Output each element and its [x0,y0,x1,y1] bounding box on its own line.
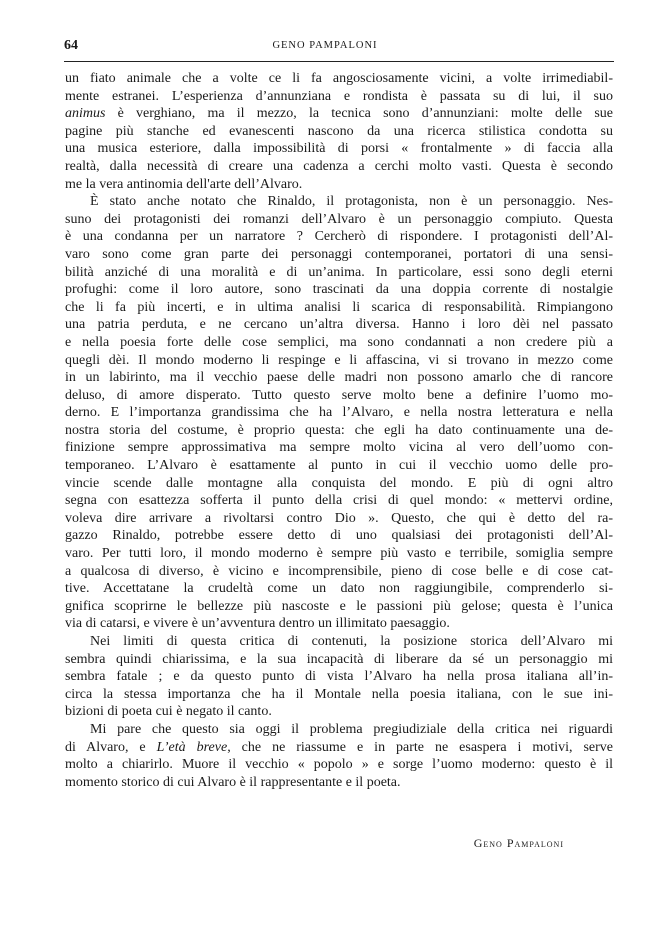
text-span: pagine più stanche ed evanescenti nascono da una ricerca stilistica condotta su [65,123,613,139]
text-span: gnifica scoprirne le bellezze più nascoste e le passioni più gelose; questa è l’unica [65,598,613,614]
text-line [65,228,613,246]
text-line [65,176,613,194]
text-span: molto a chiarirlo. Muore il vecchio « popolo » e sorge l’uomo moderno: questo è il [65,757,613,773]
text-line [65,211,613,229]
italic-title: animus [65,106,106,122]
text-line [65,756,613,774]
text-span: quegli dèi. Il mondo moderno li respinge e li affascina, vi si trovano in mezzo come [65,352,613,368]
text-span: realtà, dalla necessità di creare una cadenza a cerchi molto vasti. Questa è secondo [65,158,613,174]
text-span: momento storico di cui Alvaro è il rappresentante e il poeta. [65,774,401,790]
text-line [65,123,613,141]
text-span: Mi pare che questo sia oggi il problema pregiudiziale della critica nei riguardi [90,721,613,737]
text-line [65,404,613,422]
text-span: in un labirinto, ma il vecchio paese delle madri non possono amarlo che di rancore [65,370,613,386]
text-line [65,352,613,370]
text-span: bizioni di poeta cui è negato il canto. [65,704,272,720]
text-span: è una condanna per un narratore ? Cercherò di rispondere. I protagonisti dell’Al- [65,229,613,245]
text-span: vincie scende dalle montagne alla conquista del mondo. E più di ogni altro [65,475,613,491]
text-line [65,739,613,757]
text-span: È stato anche notato che Rinaldo, il protagonista, non è un personaggio. Nes- [90,194,613,210]
text-line [65,299,613,317]
text-span: voleva dire arrivare a rivoltarsi contro Dio ». Questo, che qui è detto del ra- [65,510,613,526]
text-line [65,387,613,405]
text-span: profughi: come il loro autore, sono trascinati da una doppia corrente di nostalgie [65,282,613,298]
text-span: varo sono come gran parte dei personaggi contemporanei, portatori di una sensi- [65,246,613,262]
text-line [65,422,613,440]
text-line [65,651,613,669]
text-line [65,492,613,510]
text-span: gazzo Rinaldo, potrebbe essere detto di uno qualsiasi dei protagonisti dell’Al- [65,528,613,544]
text-line [65,70,613,88]
text-span: deluso, di amore disperato. Tutto questo serve molto bene a definire l’uomo mo- [65,387,613,403]
text-line [65,721,613,739]
text-span: mente estranei. L’esperienza d’annunziana e rondista è passata su di lui, il suo [65,88,613,104]
text-line [65,334,613,352]
text-line [65,510,613,528]
running-head: GENO PAMPALONI [272,40,378,51]
text-span: una patria perduta, e ne cercano un’altra diversa. Hanno i loro dèi nel passato [65,317,613,333]
text-span: sembra fatale ; e da questo punto di vista l’Alvaro ha nella prosa italiana all’in- [65,669,613,685]
text-span: circa la stessa importanza che ha il Montale nella poesia italiana, con le sue ini- [65,686,613,702]
text-span: di Alvaro, e [65,739,157,755]
text-span: è verghiano, ma il mezzo, la tecnica sono d’annunziani: molte delle sue [105,106,613,122]
italic-title: L’età breve [156,739,228,755]
header-rule [64,61,614,62]
text-span: e nella poesia forte delle cose semplici, ma sono condannati a non credere più a [65,334,613,350]
text-span: nostra storia del costume, è proprio questa: che egli ha dato continuamente una de- [65,422,613,438]
text-line [65,140,613,158]
text-line [65,580,613,598]
text-span: me la vera antinomia dell'arte dell’Alvaro. [65,176,303,192]
text-span: suno dei protagonisti dei romanzi dell’Alvaro è un personaggio compiuto. Questa [65,211,613,227]
text-span: a qualcosa di diverso, è vicino e incomprensibile, pieno di cose belle e di cose cat- [65,563,613,579]
text-line [65,527,613,545]
text-span: un fiato animale che a volte ce li fa angosciosamente vicini, a volte irrimediabil- [65,71,613,86]
text-line [65,281,613,299]
text-line [65,316,613,334]
text-span: sembra quindi chiarissima, e la sua incapacità di liberare da sé un personaggio mi [65,651,613,667]
text-span: temporaneo. L’Alvaro è esattamente al punto in cui il vecchio uomo delle pro- [65,458,613,474]
text-span: tive. Accettatane la crudeltà come un dato non raggiungibile, comprenderlo si- [65,581,613,597]
text-line [65,193,613,211]
text-line [65,563,613,581]
author-signature: Geno Pampaloni [473,836,564,850]
text-line [65,158,613,176]
text-span: che li fa più incerti, e in ultima analisi li scarica di responsabilità. Rimpiangono [65,299,613,315]
text-line [65,686,613,704]
text-span: varo. Per tutti loro, il mondo moderno è sempre più vasto e terribile, somiglia sempre [65,546,613,562]
text-line [65,105,613,123]
text-line [65,475,613,493]
text-line [65,88,613,106]
text-line [65,668,613,686]
text-span: finizione sempre approssimativa ma sempre molto vicina al vero dell’uomo con- [65,440,613,456]
text-line [65,439,613,457]
text-line [65,633,613,651]
article-body [65,70,613,791]
text-span: una musica esteriore, dalla impossibilità di porsi « frontalmente » di faccia alla [65,141,613,157]
text-line [65,457,613,475]
text-line [65,246,613,264]
text-span: derno. E l’importanza grandissima che ha l’Alvaro, e nella nostra letteratura e nella [65,405,613,421]
text-span: Nei limiti di questa critica di contenuti, la posizione storica dell’Alvaro mi [90,634,613,649]
page-number: 64 [64,38,78,53]
text-span: via di catarsi, e vivere è un’avventura dentro un illimitato paesaggio. [65,616,450,632]
text-span: segna con esattezza sofferta il punto della crisi di quel mondo: « mettervi ordine, [65,493,613,509]
text-span: bilità anziché di una moralità e di un’anima. In particolare, essi sono degli eterni [65,264,613,280]
text-line [65,545,613,563]
text-line [65,774,613,792]
text-line [65,264,613,282]
text-line [65,598,613,616]
text-span: , che ne riassume e in parte ne esaspera i motivi, serve [227,739,613,755]
text-line [65,703,613,721]
text-line [65,369,613,387]
text-line [65,615,613,633]
